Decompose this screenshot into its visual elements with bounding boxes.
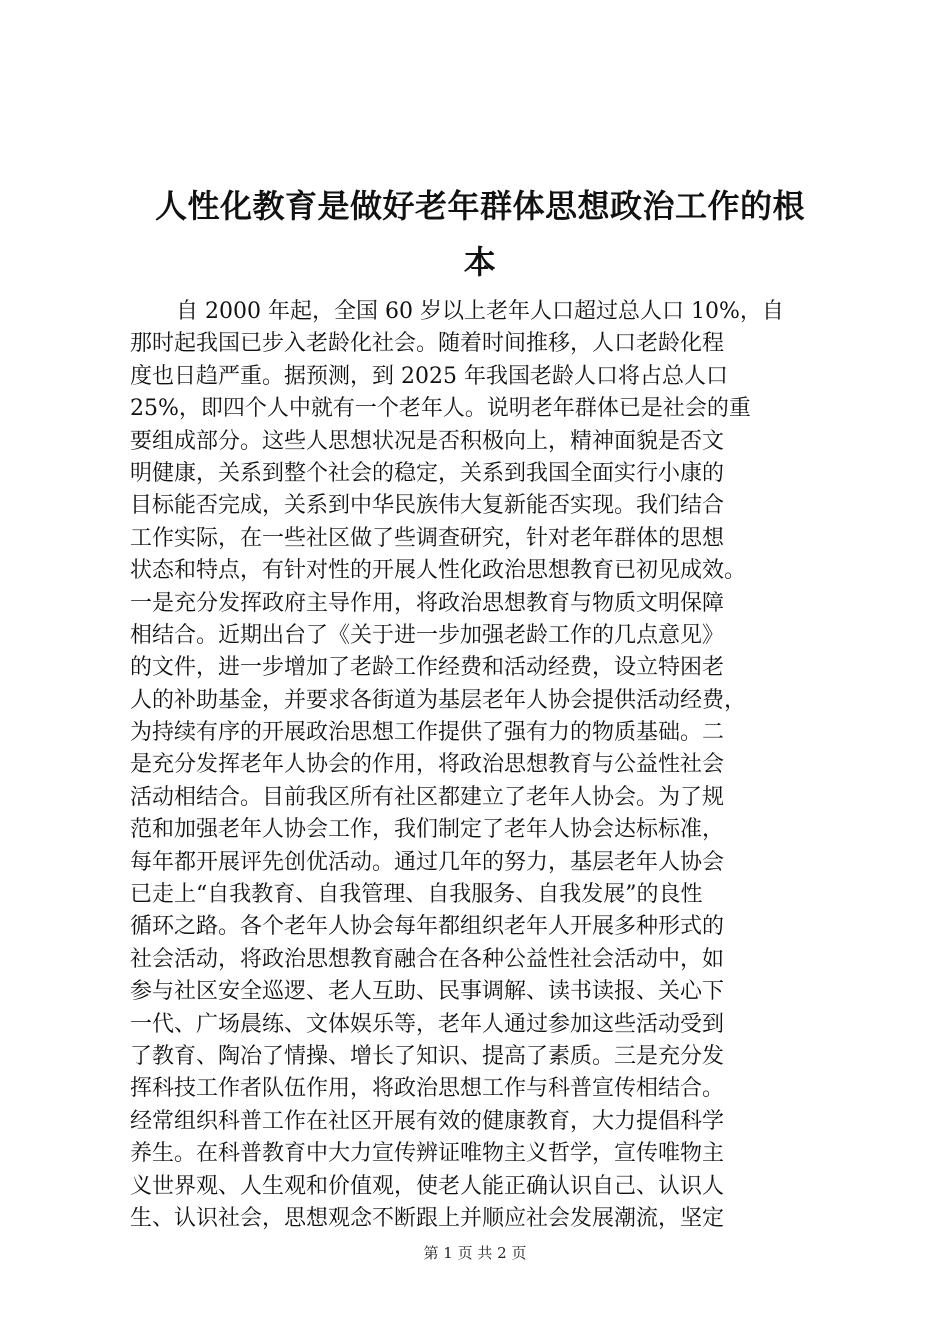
body-line: 活动相结合。目前我区所有社区都建立了老年人协会。为了规 [130,784,725,810]
body-line: 度也日趋严重。据预测，到 2025 年我国老龄人口将占总人口 [130,363,728,389]
body-line: 生、认识社会，思想观念不断跟上并顺应社会发展潮流，坚定 [130,1205,725,1231]
body-line: 义世界观、人生观和价值观，使老人能正确认识自己、认识人 [130,1173,725,1199]
body-line: 的文件，进一步增加了老龄工作经费和活动经费，设立特困老 [130,655,725,681]
page-number: 第 1 页 共 2 页 [423,1244,527,1262]
body-line: 经常组织科普工作在社区开展有效的健康教育，大力提倡科学 [130,1108,725,1134]
body-line: 相结合。近期出台了《关于进一步加强老龄工作的几点意见》 [130,622,725,648]
body-line: 目标能否完成，关系到中华民族伟大复新能否实现。我们结合 [130,493,725,519]
body-line: 参与社区安全巡逻、老人互助、民事调解、读书读报、关心下 [130,979,725,1005]
body-line: 一是充分发挥政府主导作用，将政治思想教育与物质文明保障 [130,590,725,616]
body-line: 是充分发挥老年人协会的作用，将政治思想教育与公益性社会 [130,752,725,778]
body-line: 要组成部分。这些人思想状况是否积极向上，精神面貌是否文 [130,428,725,454]
body-line: 25%，即四个人中就有一个老年人。说明老年群体已是社会的重 [130,396,751,422]
body-line: 工作实际，在一些社区做了些调查研究，针对老年群体的思想 [130,525,725,551]
body-line: 范和加强老年人协会工作，我们制定了老年人协会达标标准， [130,817,725,843]
body-line: 循环之路。各个老年人协会每年都组织老年人开展多种形式的 [130,914,725,940]
title-line-1: 人性化教育是做好老年群体思想政治工作的根 [154,187,805,225]
body-line: 了教育、陶冶了情操、增长了知识、提高了素质。三是充分发 [130,1043,725,1069]
body-line: 每年都开展评先创优活动。通过几年的努力，基层老年人协会 [130,849,725,875]
body-line: 人的补助基金，并要求各街道为基层老年人协会提供活动经费， [130,687,747,713]
body-line: 明健康，关系到整个社会的稳定，关系到我国全面实行小康的 [130,460,725,486]
body-line: 状态和特点，有针对性的开展人性化政治思想教育已初见成效。 [130,558,747,584]
body-line: 一代、广场晨练、文体娱乐等，老年人通过参加这些活动受到 [130,1011,725,1037]
body-line: 自 2000 年起，全国 60 岁以上老年人口超过总人口 10%，自 [176,299,784,324]
title-line-2: 本 [463,243,497,281]
body-line: 挥科技工作者队伍作用，将政治思想工作与科普宣传相结合。 [130,1076,725,1102]
body-line: 为持续有序的开展政治思想工作提供了强有力的物质基础。二 [130,720,725,746]
body-line: 社会活动，将政治思想教育融合在各种公益性社会活动中，如 [130,946,725,972]
body-line: 养生。在科普教育中大力宣传辨证唯物主义哲学，宣传唯物主 [130,1141,725,1167]
body-line: 那时起我国已步入老龄化社会。随着时间推移，人口老龄化程 [130,331,725,357]
body-line: 已走上“自我教育、自我管理、自我服务、自我发展”的良性 [130,882,703,908]
page-footer [0,1242,950,1264]
page-title [120,178,840,290]
body-text [130,296,830,1235]
